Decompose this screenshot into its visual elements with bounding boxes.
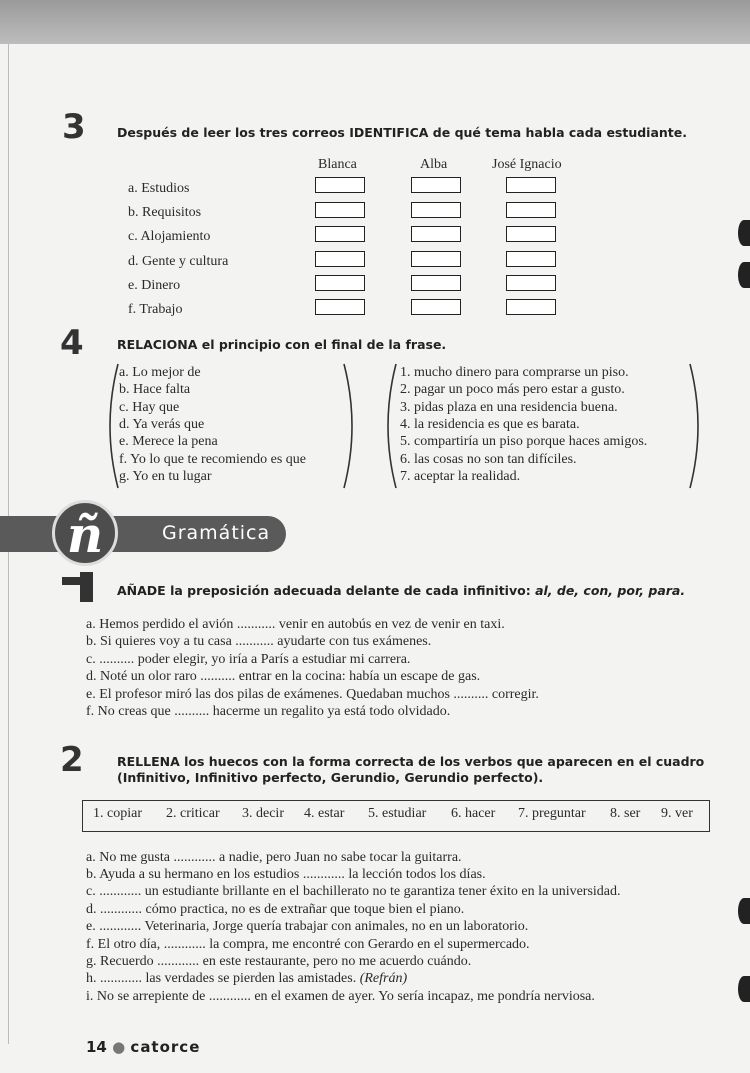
column-alba: Alba <box>420 157 448 172</box>
g1-item: b. Si quieres voy a tu casa ........... ayudarte con tus exámenes. <box>86 634 432 649</box>
g1-item: f. No creas que .......... hacerme un regalito ya está todo olvidado. <box>86 704 451 719</box>
binding-mark <box>738 262 750 288</box>
section-logo <box>52 500 118 566</box>
verb-option: 5. estudiar <box>368 806 427 821</box>
g2-item: f. El otro día, ............ la compra, me encontré con Gerardo en el supermercado. <box>86 937 530 952</box>
exercise-g2-heading-line2: (Infinitivo, Infinitivo perfecto, Gerundio, Gerundio perfecto). <box>117 770 544 785</box>
footer-bullet: ● <box>112 1038 131 1056</box>
sentence-start: c. Hay que <box>119 400 180 415</box>
g2-item: e. ............ Veterinaria, Jorge quería trabajar con animales, no en un laboratorio. <box>86 919 529 934</box>
answer-box[interactable] <box>411 177 461 193</box>
binding-mark <box>738 976 750 1002</box>
column-blanca: Blanca <box>318 157 357 172</box>
g2-item: b. Ayuda a su hermano en los estudios ............ la lección todos los días. <box>86 867 486 882</box>
exercise-4-heading: RELACIONA el principio con el final de la frase. <box>117 337 447 352</box>
exercise-3-heading: Después de leer los tres correos IDENTIFICA de qué tema habla cada estudiante. <box>117 125 688 140</box>
g2-item: a. No me gusta ............ a nadie, pero Juan no sabe tocar la guitarra. <box>86 850 462 865</box>
page-word: catorce <box>130 1038 201 1056</box>
topic-row: f. Trabajo <box>128 302 183 317</box>
answer-box[interactable] <box>315 275 365 291</box>
sentence-end: 3. pidas plaza en una residencia buena. <box>400 400 618 415</box>
right-bracket <box>378 362 400 490</box>
answer-box[interactable] <box>506 299 556 315</box>
g1-item: c. .......... poder elegir, yo iría a París a estudiar mi carrera. <box>86 652 411 667</box>
g2-item: c. ............ un estudiante brillante en el bachillerato no te garantiza tener éxito en la universidad. <box>86 884 621 899</box>
exercise-g1-heading-text: AÑADE la preposición adecuada delante de cada infinitivo: <box>117 583 536 598</box>
answer-box[interactable] <box>411 251 461 267</box>
sentence-end: 7. aceptar la realidad. <box>400 469 521 484</box>
g1-item: a. Hemos perdido el avión ........... venir en autobús en vez de venir en taxi. <box>86 617 505 632</box>
answer-box[interactable] <box>411 275 461 291</box>
topic-row: c. Alojamiento <box>128 229 211 244</box>
exercise-g2-number: 2 <box>60 740 84 780</box>
verb-option: 2. criticar <box>166 806 220 821</box>
sentence-start: d. Ya verás que <box>119 417 205 432</box>
g1-item: d. Noté un olor raro .......... entrar en la cocina: había un escape de gas. <box>86 669 481 684</box>
answer-box[interactable] <box>315 202 365 218</box>
sentence-end: 4. la residencia es que es barata. <box>400 417 580 432</box>
binding-mark <box>738 898 750 924</box>
g1-item: e. El profesor miró las dos pilas de exámenes. Quedaban muchos .......... corregir. <box>86 687 539 702</box>
topic-row: b. Requisitos <box>128 205 202 220</box>
answer-box[interactable] <box>411 299 461 315</box>
section-title: Gramática <box>162 522 271 544</box>
sentence-end: 1. mucho dinero para comprarse un piso. <box>400 365 629 380</box>
exercise-3-number: 3 <box>62 107 86 147</box>
sentence-start: f. Yo lo que te recomiendo es que <box>119 452 307 467</box>
g2-item: d. ............ cómo practica, no es de extrañar que toque bien el piano. <box>86 902 465 917</box>
sentence-start: e. Merece la pena <box>119 434 218 449</box>
verb-option: 9. ver <box>661 806 693 821</box>
answer-box[interactable] <box>506 251 556 267</box>
sentence-start: g. Yo en tu lugar <box>119 469 212 484</box>
left-bracket-close <box>340 362 362 490</box>
page-top-shadow <box>0 0 750 44</box>
topic-row: a. Estudios <box>128 181 190 196</box>
topic-row: d. Gente y cultura <box>128 254 229 269</box>
sentence-end: 2. pagar un poco más pero estar a gusto. <box>400 382 625 397</box>
answer-box[interactable] <box>506 275 556 291</box>
exercise-g1-heading <box>117 583 685 598</box>
answer-box[interactable] <box>315 299 365 315</box>
g2-item-h-source: (Refrán) <box>359 971 408 986</box>
sentence-end: 6. las cosas no son tan difíciles. <box>400 452 577 467</box>
verb-option: 7. preguntar <box>518 806 586 821</box>
answer-box[interactable] <box>411 226 461 242</box>
answer-box[interactable] <box>315 226 365 242</box>
verb-option: 1. copiar <box>93 806 142 821</box>
g2-item-h-text: h. ............ las verdades se pierden las amistades. <box>86 971 360 986</box>
g2-item: g. Recuerdo ............ en este restaurante, pero no me acuerdo cuándo. <box>86 954 472 969</box>
answer-box[interactable] <box>506 202 556 218</box>
page-footer <box>86 1038 200 1056</box>
sentence-start: a. Lo mejor de <box>119 365 201 380</box>
section-logo-letter: ñ <box>66 505 104 564</box>
verb-option: 8. ser <box>610 806 641 821</box>
page-number: 14 <box>86 1038 107 1056</box>
exercise-g1-number <box>80 572 93 602</box>
answer-box[interactable] <box>411 202 461 218</box>
column-jose-ignacio: José Ignacio <box>492 157 562 172</box>
verb-option: 3. decir <box>242 806 284 821</box>
answer-box[interactable] <box>315 177 365 193</box>
verb-option: 4. estar <box>304 806 345 821</box>
exercise-4-number: 4 <box>60 323 84 363</box>
binding-mark <box>738 220 750 246</box>
answer-box[interactable] <box>315 251 365 267</box>
exercise-g2-heading-line1: RELLENA los huecos con la forma correcta de los verbos que aparecen en el cuadro <box>117 754 705 769</box>
topic-row: e. Dinero <box>128 278 181 293</box>
verb-option: 6. hacer <box>451 806 496 821</box>
g2-item <box>86 971 407 987</box>
right-bracket-close <box>686 362 708 490</box>
answer-box[interactable] <box>506 177 556 193</box>
exercise-g1-prepositions: al, de, con, por, para. <box>535 583 686 598</box>
g2-item: i. No se arrepiente de ............ en el examen de ayer. Yo sería incapaz, me pondría nerviosa. <box>86 989 595 1004</box>
sentence-end: 5. compartiría un piso porque haces amigos. <box>400 434 648 449</box>
answer-box[interactable] <box>506 226 556 242</box>
sentence-start: b. Hace falta <box>119 382 191 397</box>
